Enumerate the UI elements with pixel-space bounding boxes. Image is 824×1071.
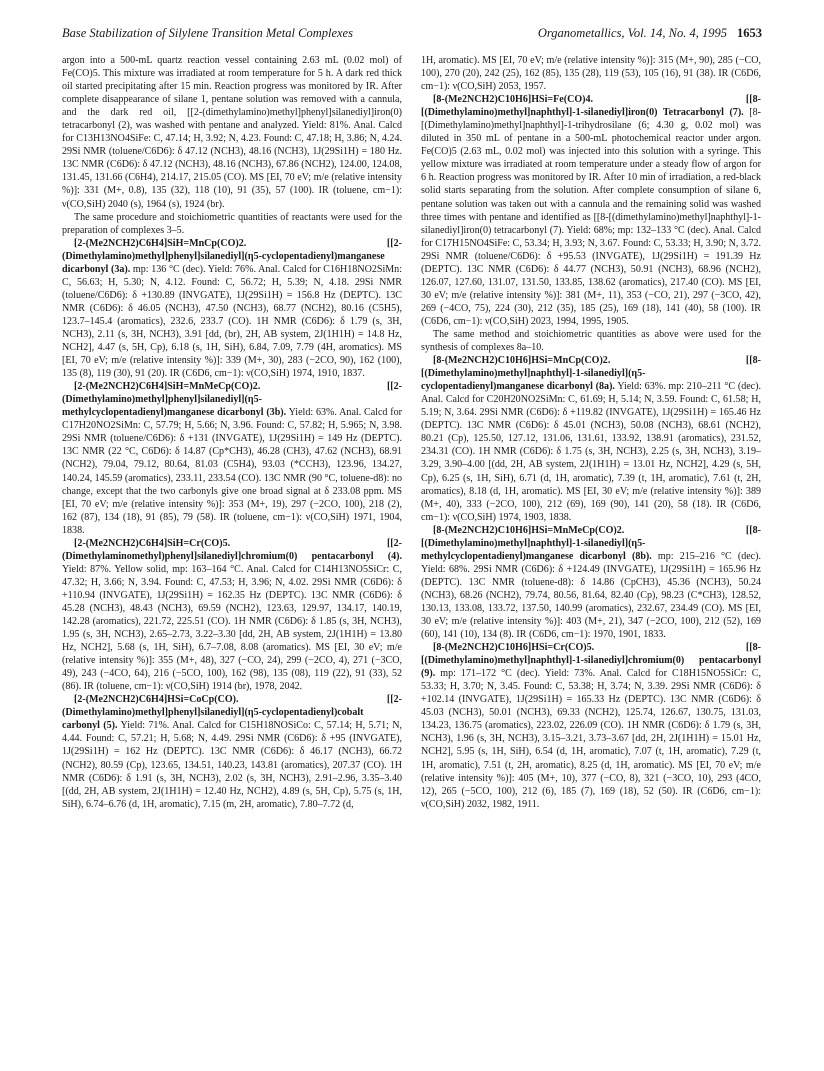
left-column bbox=[62, 54, 402, 811]
paragraph-text: 1H, aromatic). MS [EI, 70 eV; m/e (relative intensity %)]: 315 (M+, 90), 285 (−CO, 100), 270 (20), 242 (25), 162 (85), 135 (28), 119 (53), 105 (16), 91 (38). IR (C6D6, cm−1): ν(CO,SiH) 2053, 1957. bbox=[421, 55, 761, 93]
paragraph-text: Yield: 71%. Anal. Calcd for C15H18NOSiCo: C, 57.14; H, 5.71; N, 4.44. Found: C, 57.21; H, 5.68; N, 4.49. 29Si NMR (C6D6): δ +95 (INVGATE), 1J(29Si1H) = 162 Hz (DEPTC). 13C NMR (C6D6): δ 46.17 (NCH3), 66.72 (NCH2), 80.59 (Cp), 123.65, 134.51, 140.23, 143.81 (aromatics), 207.37 (CO). 1H NMR (C6D6): δ 1.91 (s, 3H, NCH3), 2.02 (s, 3H, NCH3), 2.91–2.96, 3.35–3.40 [(dd, 2H, AB system, 2J(1H1H) = 12.40 Hz, NCH2), 4.89 (s, 5H, Cp), 5.75 (s, 1H, SiH), 6.74–6.76 (d, 1H, aromatic), 7.15 (m, 2H, aromatic), 7.80–7.72 (d, bbox=[62, 720, 402, 810]
compound-heading: [8-(Me2NCH2)C10H6]HSi=Cr(CO)5. [[8-[(Dimethylamino)methyl]naphthyl]-1-silanediyl]chromium(0) pentacarbonyl (9). bbox=[421, 642, 761, 680]
paragraph-text: Yield: 63%. Anal. Calcd for C17H20NO2SiMn: C, 57.79; H, 5.66; N, 3.96. Found: C, 57.82; H, 5.965; N, 3.98. 29Si NMR (toluene/C6D6): δ +131 (INVGATE), 1J(29Si1H) = 149 Hz (DEPTC). 13C NMR (22 °C, C6D6): δ 14.87 (Cp*CH3), 46.28 (CH3), 47.62 (NCH3), 68.91 (NCH2), 79.04, 79.12, 80.64, 81.03 (C5H4), 93.03 (*CCH3), 123.96, 134.27, 140.24, 145.59 (aromatics), 233.11, 233.54 (CO). 13C NMR (90 °C, toluene-d8): no change, except that the two carbonyls give one broad signal at δ 233.08 ppm. MS [EI, 70 eV; m/e (relative intensity %)]: 353 (M+, 19), 297 (−2CO, 100), 218 (2), 162 (87), 134 (18), 91 (85), 79 (58). IR (toluene, cm−1): ν(CO,SiH) 1971, 1904, 1838. bbox=[62, 407, 402, 536]
paragraph bbox=[421, 54, 761, 93]
compound-heading: [2-(Me2NCH2)C6H4]SiH=MnCp(CO)2. [[2-(Dimethylamino)methyl]phenyl]silanediyl](η5-cyclopentadienyl)manganese dicarbonyl (3a). bbox=[62, 237, 402, 275]
paragraph bbox=[62, 380, 402, 537]
paragraph bbox=[62, 211, 402, 237]
paragraph-text: Yield: 63%. mp: 210–211 °C (dec). Anal. Calcd for C20H20NO2SiMn: C, 61.69; H, 5.14; N, 3.59. Found: C, 61.58; H, 5.19; N, 3.64. 29Si NMR (C6D6): δ +119.82 (INVGATE), 1J(29Si1H) = 165.46 Hz (DEPTC). 13C NMR (C6D6): δ 45.01 (NCH3), 50.08 (NCH3), 68.61 (NCH2), 80.21 (Cp), 125.50, 127.12, 131.06, 131.61, 133.92, 138.91 (aromatics), 231.52, 234.31 (CO). 1H NMR (C6D6): δ 1.75 (s, 3H, NCH3), 2.25 (s, 3H, NCH3), 3.19–3.29, 3.90–4.00 [(dd, 2H, AB system, 2J(1H1H) = 13.01 Hz, NCH2], 4.29 (s, 5H, Cp), 6.25 (s, 1H, SiH), 6.71 (d, 1H, aromatic), 7.39 (t, 1H, aromatic), 7.61 (t, 2H, aromatics), 8.18 (d, 1H, aromatic). MS [EI, 30 eV; m/e (relative intensity %)]: 389 (M+, 40), 333 (−2CO, 100), 212 (69), 169 (90), 141 (20), 58 (18). IR (C6D6, cm−1): ν(CO,SiH) 1974, 1903, 1838. bbox=[421, 381, 761, 523]
paragraph-text: mp: 215–216 °C (dec). Yield: 68%. 29Si NMR (C6D6): δ +124.49 (INVGATE), 1J(29Si1H) = 165.96 Hz (DEPTC). 13C NMR (toluene-d8): δ 14.86 (CpCH3), 45.36 (NCH3), 50.24 (NCH3), 68.26 (NCH2), 79.74, 80.56, 81.64, 82.40 (Cp), 98.23 (C*CH3), 128.52, 130.13, 133.08, 133.72, 137.50, 140.99 (aromatics), 232.67, 234.49 (CO). MS [EI, 30 eV; m/e (relative intensity %)]: 403 (M+, 21), 347 (−2CO, 100), 212 (52), 169 (60), 141 (10), 134 (8). IR (C6D6, cm−1): 1970, 1901, 1833. bbox=[421, 550, 761, 641]
paragraph-text: Yield: 87%. Yellow solid, mp: 163–164 °C. Anal. Calcd for C14H13NO5SiCr: C, 47.32; H, 3.66; N, 3.94. Found: C, 47.53; H, 3.96; N, 4.02. 29Si NMR (C6D6): δ +110.94 (INVGATE), 1J(29Si1H) = 162.35 Hz (DEPTC). 13C NMR (C6D6): δ 45.28 (NCH3), 48.43 (NCH3), 69.59 (NCH2), 123.63, 129.97, 134.17, 140.19, 142.28 (aromatics), 221.72, 225.51 (CO). 1H NMR (C6D6): δ 1.85 (s, 3H, NCH3), 1.95 (s, 3H, NCH3), 2.65–2.73, 3.22–3.30 [dd, 2H, AB system, 2J(1H1H) = 13.80 Hz, NCH2], 5.68 (s, 1H, SiH), 6.7–7.08, 8.08 (aromatics). MS [EI, 30 eV; m/e (relative intensity %)]: 355 (M+, 48), 327 (−CO, 24), 299 (−2CO, 4), 271 (−3CO, 49), 243 (−4CO, 64), 216 (−5CO, 100), 162 (98), 135 (08), 119 (22), 91 (33), 52 (86). IR (toluene, cm−1): ν(CO,SiH) 1914 (br), 1978, 2042. bbox=[62, 563, 402, 693]
paragraph bbox=[421, 328, 761, 354]
paragraph-text: mp: 171–172 °C (dec). Yield: 73%. Anal. Calcd for C18H15NO5SiCr: C, 53.33; H, 3.70; N, 3.45. Found: C, 53.38; H, 3.74; N, 3.39. 29Si NMR (C6D6): δ +102.14 (INVGATE), 1J(29Si1H) = 165.33 Hz (DEPTC). 13C NMR (C6D6): δ 45.03 (NCH3), 50.01 (NCH3), 69.33 (NCH2), 125.74, 126.67, 130.75, 131.03, 134.23, 136.75 (aromatics), 223.02, 226.09 (CO). 1H NMR (C6D6): δ 1.79 (s, 3H, NCH3), 1.96 (s, 3H, NCH3), 3.15–3.21, 3.73–3.67 [dd, 2H, 2J(1H1H) = 15.01 Hz, NCH2], 5.95 (s, 1H, SiH), 6.54 (d, 1H, aromatic), 7.07 (t, 1H, aromatic), 7.29 (t, 1H, aromatic), 7.51 (t, 2H, aromatic), 8.25 (d, 1H, aromatic). MS [EI, 70 eV; m/e (relative intensity %)]: 405 (M+, 10), 377 (−CO, 8), 321 (−3CO, 10), 293 (4CO, 12), 265 (−5CO, 100), 212 (6), 185 (7), 169 (18), 52 (50). IR (C6D6, cm−1): ν(CO,SiH) 2032, 1982, 1911. bbox=[421, 668, 761, 810]
paragraph bbox=[421, 641, 761, 811]
compound-heading: [2-(Me2NCH2)C6H4]SiH=Cr(CO)5. [[2-(Dimethylaminomethyl)phenyl]silanediyl]chromium(0) pentacarbonyl (4). bbox=[62, 537, 402, 562]
running-header bbox=[62, 26, 762, 48]
paragraph bbox=[421, 524, 761, 641]
paragraph-text: [8-[(Dimethylamino)methyl]naphthyl]-1-trihydrosilane (6; 4.30 g, 0.02 mol) was diluted in 350 mL of pentane in a 500-mL photochemical reactor under argon. Fe(CO)5 (2.63 mL, 0.02 mol) was injected into this solution with a syringe. This yellow mixture was irradiated at room temperature under a steady flow of argon for 6 h. Reaction progress was monitored by IR. After 10 min of irradiation, a red-black solid starts separating from the solution. After complete consumption of silane 6, pentane solution was taken out with a cannula and the remaining solid was washed three times with pentane and identified as [[8-[(dimethylamino)methyl]naphthyl]-1-silanediyl]iron(0) tetracarbonyl (7). Yield: 68%; mp: 132–133 °C (dec). Anal. Calcd for C17H15NO4SiFe: C, 53.34; H, 3.93; N, 3.67. Found: C, 53.33; H, 3.90; N, 3.72. 29Si NMR (toluene/C6D6): δ +95.53 (INVGATE), 1J(29Si1H) = 191.39 Hz (DEPTC). 13C NMR (C6D6): δ 44.77 (NCH3), 50.91 (NCH3), 68.96 (NCH2), 126.07, 127.60, 131.07, 131.50, 133.85, 138.62 (aromatics), 217.40 (CO). MS [EI, 30 eV; m/e (relative intensity %)]: 381 (M+, 11), 353 (−CO, 21), 297 (−3CO, 42), 269 (−4CO, 75), 224 (30), 212 (35), 185 (25), 169 (18), 141 (40), 58 (100). IR (C6D6, cm−1): ν(CO,SiH) 2023, 1994, 1995, 1905. bbox=[421, 107, 761, 327]
paragraph-text: argon into a 500-mL quartz reaction vessel containing 2.63 mL (0.02 mol) of Fe(CO)5. This mixture was irradiated at room temperature for 5 h. A dark red thick oil started precipitating after 15 min. Reaction progress was monitored by IR. After complete disappearance of silane 1, pentane solution was removed with a cannula, and the dark red oil, [[2-(dimethylamino)methyl]phenyl]silanediyl]iron(0) tetracarbonyl (2), was washed with pentane and analyzed. Yield: 81%. Anal. Calcd for C13H13NO4SiFe: C, 47.14; H, 3.92; N, 4.23. Found: C, 47.18; H, 3.86; N, 4.24. 29Si NMR (toluene/C6D6): δ 47.12 (NCH3), 48.16 (NCH3), 1J(29Si1H) = 180 Hz. 13C NMR (C6D6): δ 47.12 (NCH3), 48.16 (NCH3), 67.86 (NCH2), 124.00, 124.08, 131.45, 131.66 (C6H4), 214.17, 215.05 (CO). MS [EI, 70 eV; m/e (relative intensity %)]: 331 (M+, 0.8), 135 (32), 118 (10), 91 (35), 57 (100). IR (toluene, cm−1): ν(CO,SiH) 2040 (s), 1964 (s), 1924 (br). bbox=[62, 55, 402, 210]
compound-heading: [8-(Me2NCH2)C10H6]HSi=MnMeCp(CO)2. [[8-[(Dimethylamino)methyl]naphthyl]-1-silanediyl](η5-methylcyclopentadienyl)manganese dicarbonyl (8b). bbox=[421, 524, 761, 562]
paragraph bbox=[421, 93, 761, 328]
page-number: 1653 bbox=[737, 26, 762, 40]
paragraph-text: mp: 136 °C (dec). Yield: 76%. Anal. Calcd for C16H18NO2SiMn: C, 56.63; H, 5.30; N, 4.12. Found: C, 56.72; H, 5.39; N, 4.18. 29Si NMR (toluene/C6D6): δ +130.89 (INVGATE), 1J(29Si1H) = 156.8 Hz (DEPTC). 13C NMR (C6D6): δ 46.05 (NCH3), 47.50 (NCH3), 68.77 (NCH2), 80.16 (C5H5), 123.7–145.4 (aromatics), 232.6, 233.7 (CO). 1H NMR (C6D6): δ 1.79 (s, 3H, NCH3), 2.11 (s, 3H, NCH3), 3.91 [dd, (br), 2H, AB system, 2J(1H1H) = 14.8 Hz, NCH2], 4.47 (s, 5H, Cp), 6.18 (s, 1H, SiH), 6.84, 7.09, 7.79 (4H, aromatics). MS [EI, 70 eV; m/e (relative intensity %)]: 339 (M+, 30), 283 (−2CO, 90), 162 (100), 135 (8), 119 (30), 91 (20). IR (C6D6, cm−1): ν(CO,SiH) 1974, 1910, 1837. bbox=[62, 263, 402, 380]
paragraph bbox=[62, 237, 402, 381]
compound-heading: [8-(Me2NCH2)C10H6]HSi=MnCp(CO)2. [[8-[(Dimethylamino)methyl]naphthyl]-1-silanediyl](η5-cyclopentadienyl)manganese dicarbonyl (8a). bbox=[421, 355, 761, 393]
journal-name: Organometallics, Vol. 14, No. 4, 1995 bbox=[537, 26, 727, 40]
compound-heading: [2-(Me2NCH2)C6H4]SiH=MnMeCp(CO)2. [[2-(Dimethylamino)methyl]phenyl]silanediyl](η5-methylcyclopentadienyl)manganese dicarbonyl (3b). bbox=[62, 381, 402, 419]
journal-citation bbox=[538, 26, 762, 41]
compound-heading: [2-(Me2NCH2)C6H4]HSi=CoCp(CO). [[2-(Dimethylamino)methyl]phenyl]silanediyl](η5-cyclopentadienyl)cobalt carbonyl (5). bbox=[62, 694, 402, 732]
paragraph-text: The same procedure and stoichiometric quantities of reactants were used for the preparation of complexes 3–5. bbox=[62, 211, 402, 236]
paragraph bbox=[62, 54, 402, 211]
compound-heading: [8-(Me2NCH2)C10H6]HSi=Fe(CO)4. [[8-[(Dimethylamino)methyl]naphthyl]-1-silanediyl]iron(0) Tetracarbonyl (7). bbox=[421, 94, 761, 119]
paragraph-text: The same method and stoichiometric quantities as above were used for the synthesis of complexes 8a–10. bbox=[421, 328, 761, 354]
right-column bbox=[421, 54, 761, 811]
running-title: Base Stabilization of Silylene Transition Metal Complexes bbox=[62, 26, 353, 40]
paragraph bbox=[62, 693, 402, 810]
paragraph bbox=[421, 354, 761, 524]
paragraph bbox=[62, 537, 402, 694]
